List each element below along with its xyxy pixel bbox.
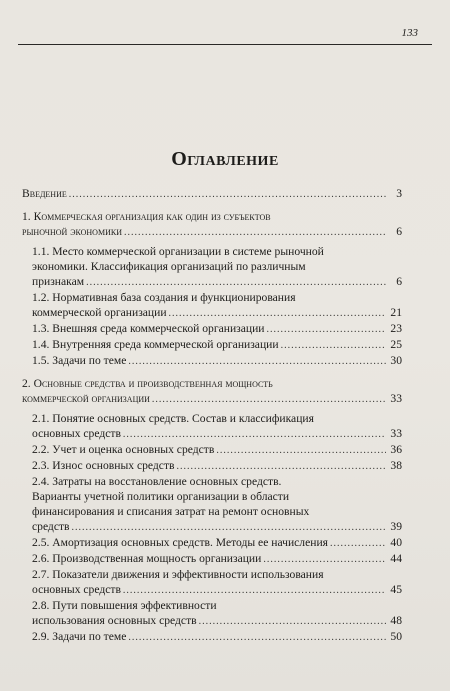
- toc-entry-leader-line: [32, 305, 402, 321]
- toc-entry-title: основных средств: [32, 427, 121, 440]
- toc-title: Оглавление: [171, 148, 279, 170]
- toc-entry: [22, 353, 402, 369]
- toc-entry-page: 44: [390, 552, 402, 565]
- table-of-contents: [22, 186, 402, 645]
- toc-entry-line: 1. Коммерческая организация как один из субъектов: [22, 210, 271, 223]
- toc-entry-leader-line: [32, 274, 402, 290]
- toc-entry-page: 48: [390, 614, 402, 627]
- toc-entry-page: 33: [390, 427, 402, 440]
- toc-entry-line: экономики. Классификация организаций по различным: [32, 260, 306, 273]
- dot-leader: [330, 536, 386, 551]
- toc-entry-page: 6: [396, 225, 402, 238]
- dot-leader: [216, 443, 386, 458]
- dot-leader: [169, 306, 386, 321]
- toc-entry-title: Введение: [22, 187, 67, 200]
- toc-entry-page: 6: [396, 275, 402, 288]
- toc-entry-leader-line: [32, 535, 402, 551]
- toc-entry-title: использования основных средств: [32, 614, 197, 627]
- toc-entry: [22, 629, 402, 645]
- toc-entry-page: 3: [396, 187, 402, 200]
- toc-entry-title: 2.5. Амортизация основных средств. Методы ее начисления: [32, 536, 328, 549]
- toc-entry-title: 1.4. Внутренняя среда коммерческой организации: [32, 338, 279, 351]
- toc-entry-leader-line: [32, 613, 402, 629]
- dot-leader: [177, 459, 387, 474]
- toc-entry-line: 2.8. Пути повышения эффективности: [32, 599, 217, 612]
- page-number: 133: [401, 27, 418, 39]
- toc-entry-title: признакам: [32, 275, 85, 288]
- toc-entry-title: 2.6. Производственная мощность организации: [32, 552, 262, 565]
- toc-entry-leader-line: [32, 426, 402, 442]
- dot-leader: [124, 225, 386, 240]
- toc-entry-page: 25: [390, 338, 402, 351]
- toc-entry-line: 2.4. Затраты на восстановление основных средств.: [32, 475, 282, 488]
- toc-entry-line: 1.1. Место коммерческой организации в системе рыночной: [32, 245, 324, 258]
- toc-entry: [22, 321, 402, 337]
- toc-entry-page: 38: [390, 459, 402, 472]
- toc-entry-leader-line: [32, 442, 402, 458]
- toc-entry-title: 1.5. Задачи по теме: [32, 354, 127, 367]
- toc-entry-line: 2. Основные средства и производственная мощность: [22, 377, 273, 390]
- toc-entry-title: 2.2. Учет и оценка основных средств: [32, 443, 215, 456]
- toc-entry: [22, 337, 402, 353]
- toc-entry-title: рыночной экономики: [22, 225, 122, 238]
- toc-entry-title: основных средств: [32, 583, 121, 596]
- toc-entry: [22, 411, 402, 442]
- toc-entry-leader-line: [32, 519, 402, 535]
- toc-entry-leader-line: [32, 353, 402, 369]
- toc-entry-title: коммерческой организации: [32, 306, 167, 319]
- toc-entry-leader-line: [32, 551, 402, 567]
- toc-entry: [22, 290, 402, 321]
- toc-entry-title: 2.3. Износ основных средств: [32, 459, 175, 472]
- toc-entry-page: 33: [390, 392, 402, 405]
- toc-entry-leader-line: [22, 391, 402, 407]
- toc-entry-title: коммерческой организации: [22, 392, 150, 405]
- toc-entry-leader-line: [22, 186, 402, 202]
- toc-entry-title: средств: [32, 520, 70, 533]
- toc-entry-page: 21: [390, 306, 402, 319]
- toc-entry-leader-line: [22, 224, 402, 240]
- toc-entry-line: 1.2. Нормативная база создания и функционирования: [32, 291, 296, 304]
- toc-entry-page: 40: [390, 536, 402, 549]
- toc-entry-line: финансирования и списания затрат на ремонт основных: [32, 505, 310, 518]
- toc-entry: [22, 567, 402, 598]
- dot-leader: [128, 354, 386, 369]
- toc-entry-leader-line: [32, 582, 402, 598]
- toc-entry: [22, 598, 402, 629]
- toc-entry-line: 2.7. Показатели движения и эффективности использования: [32, 568, 324, 581]
- dot-leader: [72, 520, 386, 535]
- toc-entry: [22, 474, 402, 535]
- toc-entry: [22, 244, 402, 290]
- toc-entry-leader-line: [32, 321, 402, 337]
- toc-entry: [22, 551, 402, 567]
- toc-entry: [22, 442, 402, 458]
- toc-entry-line: Варианты учетной политики организации в области: [32, 490, 290, 503]
- toc-entry: [22, 376, 402, 407]
- toc-entry-page: 30: [390, 354, 402, 367]
- toc-entry-page: 39: [390, 520, 402, 533]
- toc-entry-leader-line: [32, 629, 402, 645]
- toc-entry-leader-line: [32, 458, 402, 474]
- dot-leader: [123, 583, 386, 598]
- dot-leader: [123, 427, 386, 442]
- dot-leader: [199, 614, 386, 629]
- toc-entry-leader-line: [32, 337, 402, 353]
- dot-leader: [86, 275, 386, 290]
- dot-leader: [263, 552, 386, 567]
- header-rule: [18, 44, 432, 45]
- toc-entry-title: 2.9. Задачи по теме: [32, 630, 127, 643]
- dot-leader: [152, 392, 386, 407]
- dot-leader: [267, 322, 387, 337]
- toc-entry: [22, 535, 402, 551]
- dot-leader: [128, 630, 386, 645]
- toc-entry-title: 1.3. Внешняя среда коммерческой организации: [32, 322, 265, 335]
- toc-entry: [22, 186, 402, 202]
- toc-entry-page: 23: [390, 322, 402, 335]
- toc-entry: [22, 458, 402, 474]
- toc-entry-page: 50: [390, 630, 402, 643]
- dot-leader: [69, 187, 386, 202]
- toc-entry-line: 2.1. Понятие основных средств. Состав и классификация: [32, 412, 314, 425]
- dot-leader: [281, 338, 386, 353]
- toc-entry-page: 36: [390, 443, 402, 456]
- toc-entry: [22, 209, 402, 240]
- toc-entry-page: 45: [390, 583, 402, 596]
